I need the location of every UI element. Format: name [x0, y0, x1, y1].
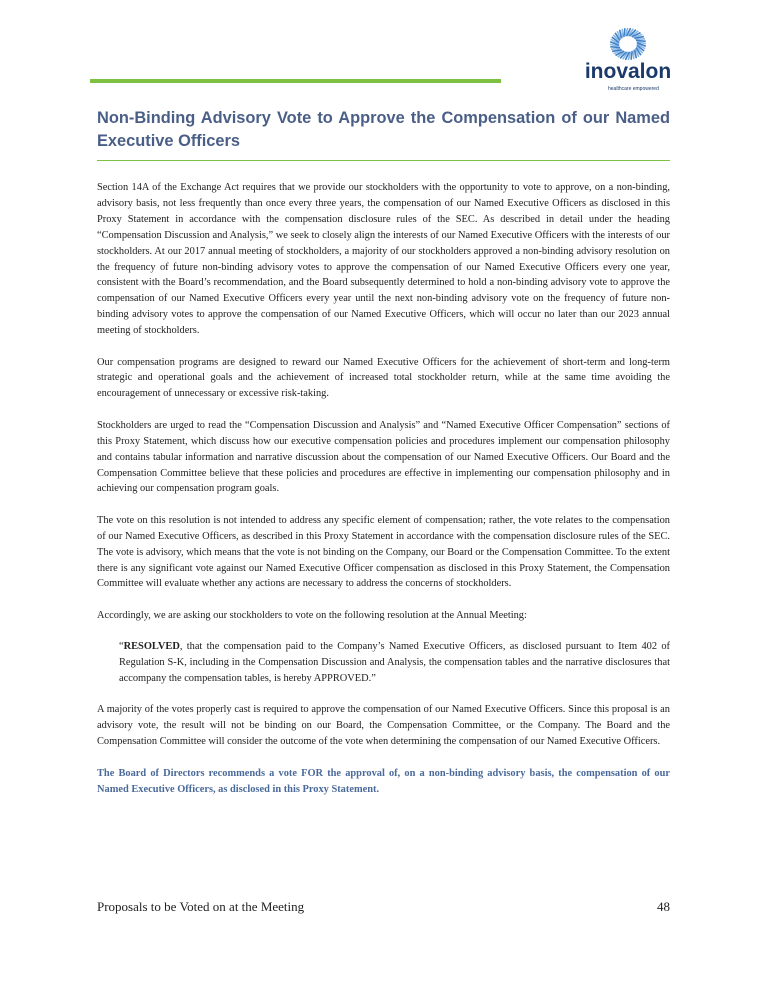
paragraph: A majority of the votes properly cast is required to approve the compensation of our Named Executive Officers. Since this proposal is an advisory vote, the result will not be binding on our Board, the Compensation Committee, or the Company. The Board and the Compensation Committee will consider the outcome of the vote when determining the compensation of our Named Executive Officers. — [97, 704, 670, 748]
logo-ray — [622, 29, 623, 38]
paragraph: Section 14A of the Exchange Act requires that we provide our stockholders with the opportunity to vote to approve, on a non-binding, advisory basis, not less frequently than once every three years, the compensation of our Named Executive Officers as disclosed in this Proxy Statement in accordance with the compensation disclosure rules of the SEC. As described in detail under the heading “Compensation Discussion and Analysis,” we seek to closely align the interests of our Named Executive Officers with the interests of our stockholders. At our 2017 annual meeting of stockholders, a majority of our stockholders approved a non-binding advisory resolution on the frequency of future non-binding advisory votes to approve the compensation of our Named Executive Officers every one year, consistent with the Board’s recommendation, and the Board subsequently determined to hold a non-binding advisory vote to approve the compensation of our Named Executive Officers every year until the next non-binding advisory vote on the frequency of future non-binding advisory votes to approve the compensation of our Named Executive Officers, which will occur no later than our 2023 annual meeting of stockholders. — [97, 182, 670, 337]
logo-ring-icon — [578, 26, 678, 62]
logo-tagline: healthcare empowered — [608, 86, 659, 92]
page-title: Non-Binding Advisory Vote to Approve the Compensation of our Named Executive Officers — [97, 109, 670, 150]
page-number: 48 — [657, 899, 670, 914]
logo-ray — [633, 50, 634, 59]
resolved-label: RESOLVED — [123, 641, 180, 653]
paragraph: Accordingly, we are asking our stockholders to vote on the following resolution at the Annual Meeting: — [97, 609, 527, 621]
resolution-quote — [119, 639, 670, 687]
inovalon-logo — [578, 26, 678, 96]
logo-wordmark: inovalon — [584, 60, 672, 83]
footer-section: Proposals to be Voted on at the Meeting — [97, 899, 305, 914]
page-footer — [97, 879, 670, 915]
paragraph: Our compensation programs are designed to reward our Named Executive Officers for the achievement of short-term and long-term strategic and operational goals and the achievement of increased total stockholder return, while at the same time avoiding the encouragement of unnecessary or excessive risk-taking. — [97, 356, 670, 400]
paragraph: Stockholders are urged to read the “Compensation Discussion and Analysis” and “Named Executive Officer Compensation” sections of this Proxy Statement, which discuss how our executive compensation policies and procedures implement our compensation philosophy and contains tabular information and narrative discussion about the compensation of our Named Executive Officers. Our Board and the Compensation Committee believe that these policies and procedures are effective in implementing our compensation philosophy and in achieving our compensation program goals. — [97, 419, 670, 495]
paragraph: The vote on this resolution is not intended to address any specific element of compensation; rather, the vote relates to the compensation of our Named Executive Officers, as described in this Proxy Statement in accordance with the compensation disclosure rules of the SEC. The vote is advisory, which means that the vote is not binding on the Company, our Board or the Compensation Committee. To the extent there is any significant vote against our Named Executive Officer compensation as disclosed in this Proxy Statement, the Compensation Committee will evaluate whether any actions are necessary to address the concerns of stockholders. — [97, 514, 670, 590]
resolution-text: , that the compensation paid to the Company’s Named Executive Officers, as disclosed pursuant to Item 402 of Regulation S-K, including in the Compensation Discussion and Analysis, the compensation tables and the narrative disclosures that accompany the compensation tables, is hereby APPROVED.” — [119, 641, 670, 685]
page-content — [97, 107, 670, 915]
title-divider — [97, 160, 670, 161]
quote-mark: “ — [119, 641, 124, 653]
document-body — [97, 180, 670, 813]
board-recommendation: The Board of Directors recommends a vote FOR the approval of, on a non-binding advisory basis, the compensation of our Named Executive Officers, as disclosed in this Proxy Statement. — [97, 767, 670, 795]
header-accent-bar — [90, 79, 501, 83]
